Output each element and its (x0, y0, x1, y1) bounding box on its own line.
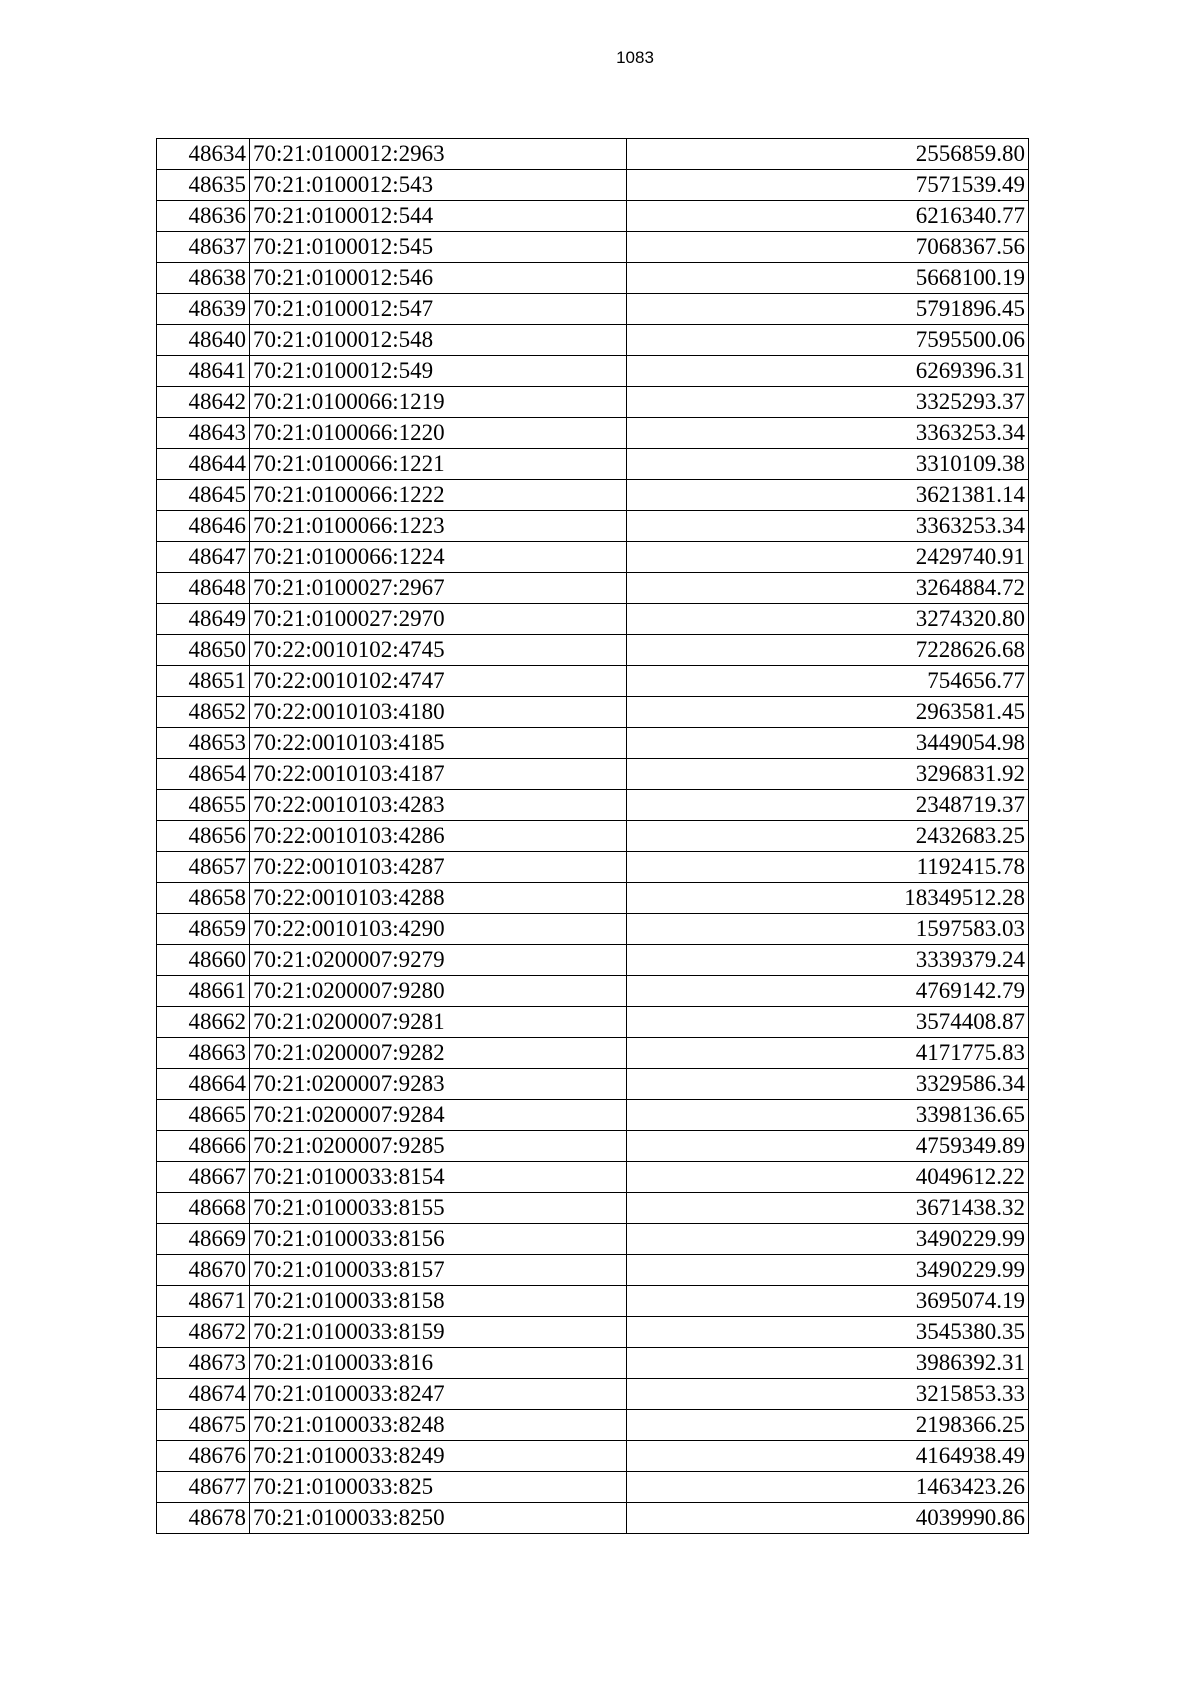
cadastral-number-cell: 70:21:0200007:9285 (250, 1131, 627, 1162)
cadastral-value-cell: 3490229.99 (627, 1255, 1029, 1286)
row-number-cell: 48661 (157, 976, 250, 1007)
row-number-cell: 48641 (157, 356, 250, 387)
row-number-cell: 48659 (157, 914, 250, 945)
cadastral-value-cell: 7571539.49 (627, 170, 1029, 201)
table-row (157, 170, 1029, 201)
row-number-cell: 48672 (157, 1317, 250, 1348)
row-number-cell: 48668 (157, 1193, 250, 1224)
cadastral-value-cell: 4759349.89 (627, 1131, 1029, 1162)
cadastral-number-cell: 70:21:0100033:8249 (250, 1441, 627, 1472)
row-number-cell: 48653 (157, 728, 250, 759)
table-row (157, 821, 1029, 852)
table-row (157, 604, 1029, 635)
cadastral-number-cell: 70:21:0200007:9281 (250, 1007, 627, 1038)
table-row (157, 1069, 1029, 1100)
row-number-cell: 48678 (157, 1503, 250, 1534)
cadastral-value-cell: 7068367.56 (627, 232, 1029, 263)
cadastral-value-cell: 3621381.14 (627, 480, 1029, 511)
table-row (157, 1410, 1029, 1441)
cadastral-number-cell: 70:21:0100066:1219 (250, 387, 627, 418)
cadastral-number-cell: 70:21:0100012:549 (250, 356, 627, 387)
row-number-cell: 48654 (157, 759, 250, 790)
table-row (157, 914, 1029, 945)
row-number-cell: 48637 (157, 232, 250, 263)
cadastral-number-cell: 70:21:0100012:545 (250, 232, 627, 263)
cadastral-number-cell: 70:21:0100012:548 (250, 325, 627, 356)
cadastral-value-cell: 5668100.19 (627, 263, 1029, 294)
cadastral-number-cell: 70:21:0100033:8155 (250, 1193, 627, 1224)
row-number-cell: 48657 (157, 852, 250, 883)
row-number-cell: 48642 (157, 387, 250, 418)
table-row (157, 759, 1029, 790)
cadastral-number-cell: 70:21:0100066:1223 (250, 511, 627, 542)
row-number-cell: 48656 (157, 821, 250, 852)
table-row (157, 1348, 1029, 1379)
table-row (157, 790, 1029, 821)
cadastral-value-cell: 3490229.99 (627, 1224, 1029, 1255)
table-row (157, 449, 1029, 480)
row-number-cell: 48636 (157, 201, 250, 232)
cadastral-number-cell: 70:21:0100012:547 (250, 294, 627, 325)
row-number-cell: 48664 (157, 1069, 250, 1100)
cadastral-number-cell: 70:21:0200007:9283 (250, 1069, 627, 1100)
cadastral-value-cell: 3310109.38 (627, 449, 1029, 480)
table-row (157, 728, 1029, 759)
table-row (157, 852, 1029, 883)
cadastral-number-cell: 70:21:0100033:825 (250, 1472, 627, 1503)
table-row (157, 201, 1029, 232)
row-number-cell: 48670 (157, 1255, 250, 1286)
cadastral-value-cell: 1463423.26 (627, 1472, 1029, 1503)
cadastral-number-cell: 70:21:0100012:543 (250, 170, 627, 201)
cadastral-number-cell: 70:21:0200007:9282 (250, 1038, 627, 1069)
cadastral-number-cell: 70:21:0100033:8158 (250, 1286, 627, 1317)
row-number-cell: 48676 (157, 1441, 250, 1472)
row-number-cell: 48648 (157, 573, 250, 604)
cadastral-value-cell: 3363253.34 (627, 511, 1029, 542)
table-row (157, 1503, 1029, 1534)
cadastral-number-cell: 70:21:0100033:8157 (250, 1255, 627, 1286)
cadastral-value-cell: 18349512.28 (627, 883, 1029, 914)
row-number-cell: 48640 (157, 325, 250, 356)
row-number-cell: 48651 (157, 666, 250, 697)
cadastral-value-cell: 3449054.98 (627, 728, 1029, 759)
cadastral-value-cell: 1192415.78 (627, 852, 1029, 883)
row-number-cell: 48655 (157, 790, 250, 821)
row-number-cell: 48673 (157, 1348, 250, 1379)
table-row (157, 1038, 1029, 1069)
cadastral-value-cell: 3671438.32 (627, 1193, 1029, 1224)
table-row (157, 1131, 1029, 1162)
table-row (157, 511, 1029, 542)
table-row (157, 1100, 1029, 1131)
table-row (157, 666, 1029, 697)
cadastral-value-cell: 4769142.79 (627, 976, 1029, 1007)
row-number-cell: 48671 (157, 1286, 250, 1317)
cadastral-value-cell: 4049612.22 (627, 1162, 1029, 1193)
cadastral-number-cell: 70:21:0200007:9284 (250, 1100, 627, 1131)
table-row (157, 232, 1029, 263)
cadastral-number-cell: 70:21:0200007:9279 (250, 945, 627, 976)
cadastral-number-cell: 70:22:0010102:4745 (250, 635, 627, 666)
table-row (157, 263, 1029, 294)
cadastral-value-cell: 4171775.83 (627, 1038, 1029, 1069)
row-number-cell: 48652 (157, 697, 250, 728)
cadastral-number-cell: 70:21:0100027:2967 (250, 573, 627, 604)
table-row (157, 1441, 1029, 1472)
table-row (157, 883, 1029, 914)
cadastral-number-cell: 70:22:0010102:4747 (250, 666, 627, 697)
cadastral-value-cell: 3986392.31 (627, 1348, 1029, 1379)
row-number-cell: 48643 (157, 418, 250, 449)
cadastral-number-cell: 70:22:0010103:4287 (250, 852, 627, 883)
row-number-cell: 48666 (157, 1131, 250, 1162)
row-number-cell: 48635 (157, 170, 250, 201)
cadastral-number-cell: 70:21:0100033:8154 (250, 1162, 627, 1193)
cadastral-number-cell: 70:22:0010103:4187 (250, 759, 627, 790)
table-row (157, 325, 1029, 356)
cadastral-value-cell: 3363253.34 (627, 418, 1029, 449)
row-number-cell: 48658 (157, 883, 250, 914)
table-row (157, 1193, 1029, 1224)
row-number-cell: 48660 (157, 945, 250, 976)
cadastral-number-cell: 70:22:0010103:4286 (250, 821, 627, 852)
cadastral-number-cell: 70:22:0010103:4185 (250, 728, 627, 759)
cadastral-value-cell: 3574408.87 (627, 1007, 1029, 1038)
cadastral-number-cell: 70:21:0100027:2970 (250, 604, 627, 635)
cadastral-number-cell: 70:21:0100012:544 (250, 201, 627, 232)
table-row (157, 542, 1029, 573)
cadastral-value-cell: 3264884.72 (627, 573, 1029, 604)
table-row (157, 635, 1029, 666)
cadastral-number-cell: 70:21:0100066:1221 (250, 449, 627, 480)
table-row (157, 573, 1029, 604)
table-row (157, 418, 1029, 449)
cadastral-number-cell: 70:21:0100033:8247 (250, 1379, 627, 1410)
cadastral-number-cell: 70:22:0010103:4288 (250, 883, 627, 914)
cadastral-value-cell: 3215853.33 (627, 1379, 1029, 1410)
cadastral-number-cell: 70:21:0100033:8250 (250, 1503, 627, 1534)
cadastral-value-cell: 7228626.68 (627, 635, 1029, 666)
table-row (157, 1007, 1029, 1038)
cadastral-value-cell: 2556859.80 (627, 139, 1029, 170)
cadastral-number-cell: 70:21:0100066:1220 (250, 418, 627, 449)
table-row (157, 1472, 1029, 1503)
row-number-cell: 48634 (157, 139, 250, 170)
row-number-cell: 48665 (157, 1100, 250, 1131)
row-number-cell: 48677 (157, 1472, 250, 1503)
row-number-cell: 48644 (157, 449, 250, 480)
cadastral-value-cell: 3325293.37 (627, 387, 1029, 418)
cadastral-value-cell: 6269396.31 (627, 356, 1029, 387)
table-row (157, 1317, 1029, 1348)
cadastral-value-cell: 4039990.86 (627, 1503, 1029, 1534)
row-number-cell: 48647 (157, 542, 250, 573)
cadastral-value-cell: 5791896.45 (627, 294, 1029, 325)
cadastral-value-cell: 3296831.92 (627, 759, 1029, 790)
cadastral-value-cell: 3695074.19 (627, 1286, 1029, 1317)
row-number-cell: 48667 (157, 1162, 250, 1193)
cadastral-value-cell: 3329586.34 (627, 1069, 1029, 1100)
cadastral-number-cell: 70:22:0010103:4180 (250, 697, 627, 728)
cadastral-value-cell: 2963581.45 (627, 697, 1029, 728)
page-number: 1083 (616, 48, 654, 67)
cadastral-number-cell: 70:21:0200007:9280 (250, 976, 627, 1007)
row-number-cell: 48650 (157, 635, 250, 666)
row-number-cell: 48639 (157, 294, 250, 325)
cadastral-value-cell: 3398136.65 (627, 1100, 1029, 1131)
row-number-cell: 48649 (157, 604, 250, 635)
row-number-cell: 48663 (157, 1038, 250, 1069)
cadastral-number-cell: 70:22:0010103:4283 (250, 790, 627, 821)
cadastral-number-cell: 70:21:0100066:1224 (250, 542, 627, 573)
cadastral-value-cell: 2432683.25 (627, 821, 1029, 852)
cadastral-value-cell: 4164938.49 (627, 1441, 1029, 1472)
cadastral-number-cell: 70:21:0100033:8156 (250, 1224, 627, 1255)
table-row (157, 697, 1029, 728)
cadastral-number-cell: 70:21:0100012:546 (250, 263, 627, 294)
cadastral-value-table (156, 138, 1029, 1534)
table-row (157, 1162, 1029, 1193)
cadastral-value-cell: 3545380.35 (627, 1317, 1029, 1348)
table-row (157, 1379, 1029, 1410)
table-row (157, 1255, 1029, 1286)
cadastral-value-cell: 2429740.91 (627, 542, 1029, 573)
cadastral-value-cell: 2198366.25 (627, 1410, 1029, 1441)
row-number-cell: 48638 (157, 263, 250, 294)
cadastral-value-cell: 7595500.06 (627, 325, 1029, 356)
table-row (157, 480, 1029, 511)
cadastral-value-cell: 3339379.24 (627, 945, 1029, 976)
cadastral-number-cell: 70:22:0010103:4290 (250, 914, 627, 945)
cadastral-value-cell: 3274320.80 (627, 604, 1029, 635)
cadastral-value-cell: 1597583.03 (627, 914, 1029, 945)
row-number-cell: 48674 (157, 1379, 250, 1410)
table-row (157, 139, 1029, 170)
table-row (157, 1224, 1029, 1255)
cadastral-value-cell: 754656.77 (627, 666, 1029, 697)
row-number-cell: 48662 (157, 1007, 250, 1038)
cadastral-number-cell: 70:21:0100066:1222 (250, 480, 627, 511)
row-number-cell: 48646 (157, 511, 250, 542)
cadastral-value-cell: 6216340.77 (627, 201, 1029, 232)
table-row (157, 294, 1029, 325)
table-body (157, 139, 1029, 1534)
row-number-cell: 48645 (157, 480, 250, 511)
table-row (157, 356, 1029, 387)
cadastral-number-cell: 70:21:0100033:816 (250, 1348, 627, 1379)
cadastral-value-cell: 2348719.37 (627, 790, 1029, 821)
row-number-cell: 48669 (157, 1224, 250, 1255)
table-row (157, 945, 1029, 976)
cadastral-number-cell: 70:21:0100033:8248 (250, 1410, 627, 1441)
cadastral-number-cell: 70:21:0100033:8159 (250, 1317, 627, 1348)
table-row (157, 976, 1029, 1007)
table-row (157, 1286, 1029, 1317)
table-row (157, 387, 1029, 418)
row-number-cell: 48675 (157, 1410, 250, 1441)
cadastral-number-cell: 70:21:0100012:2963 (250, 139, 627, 170)
